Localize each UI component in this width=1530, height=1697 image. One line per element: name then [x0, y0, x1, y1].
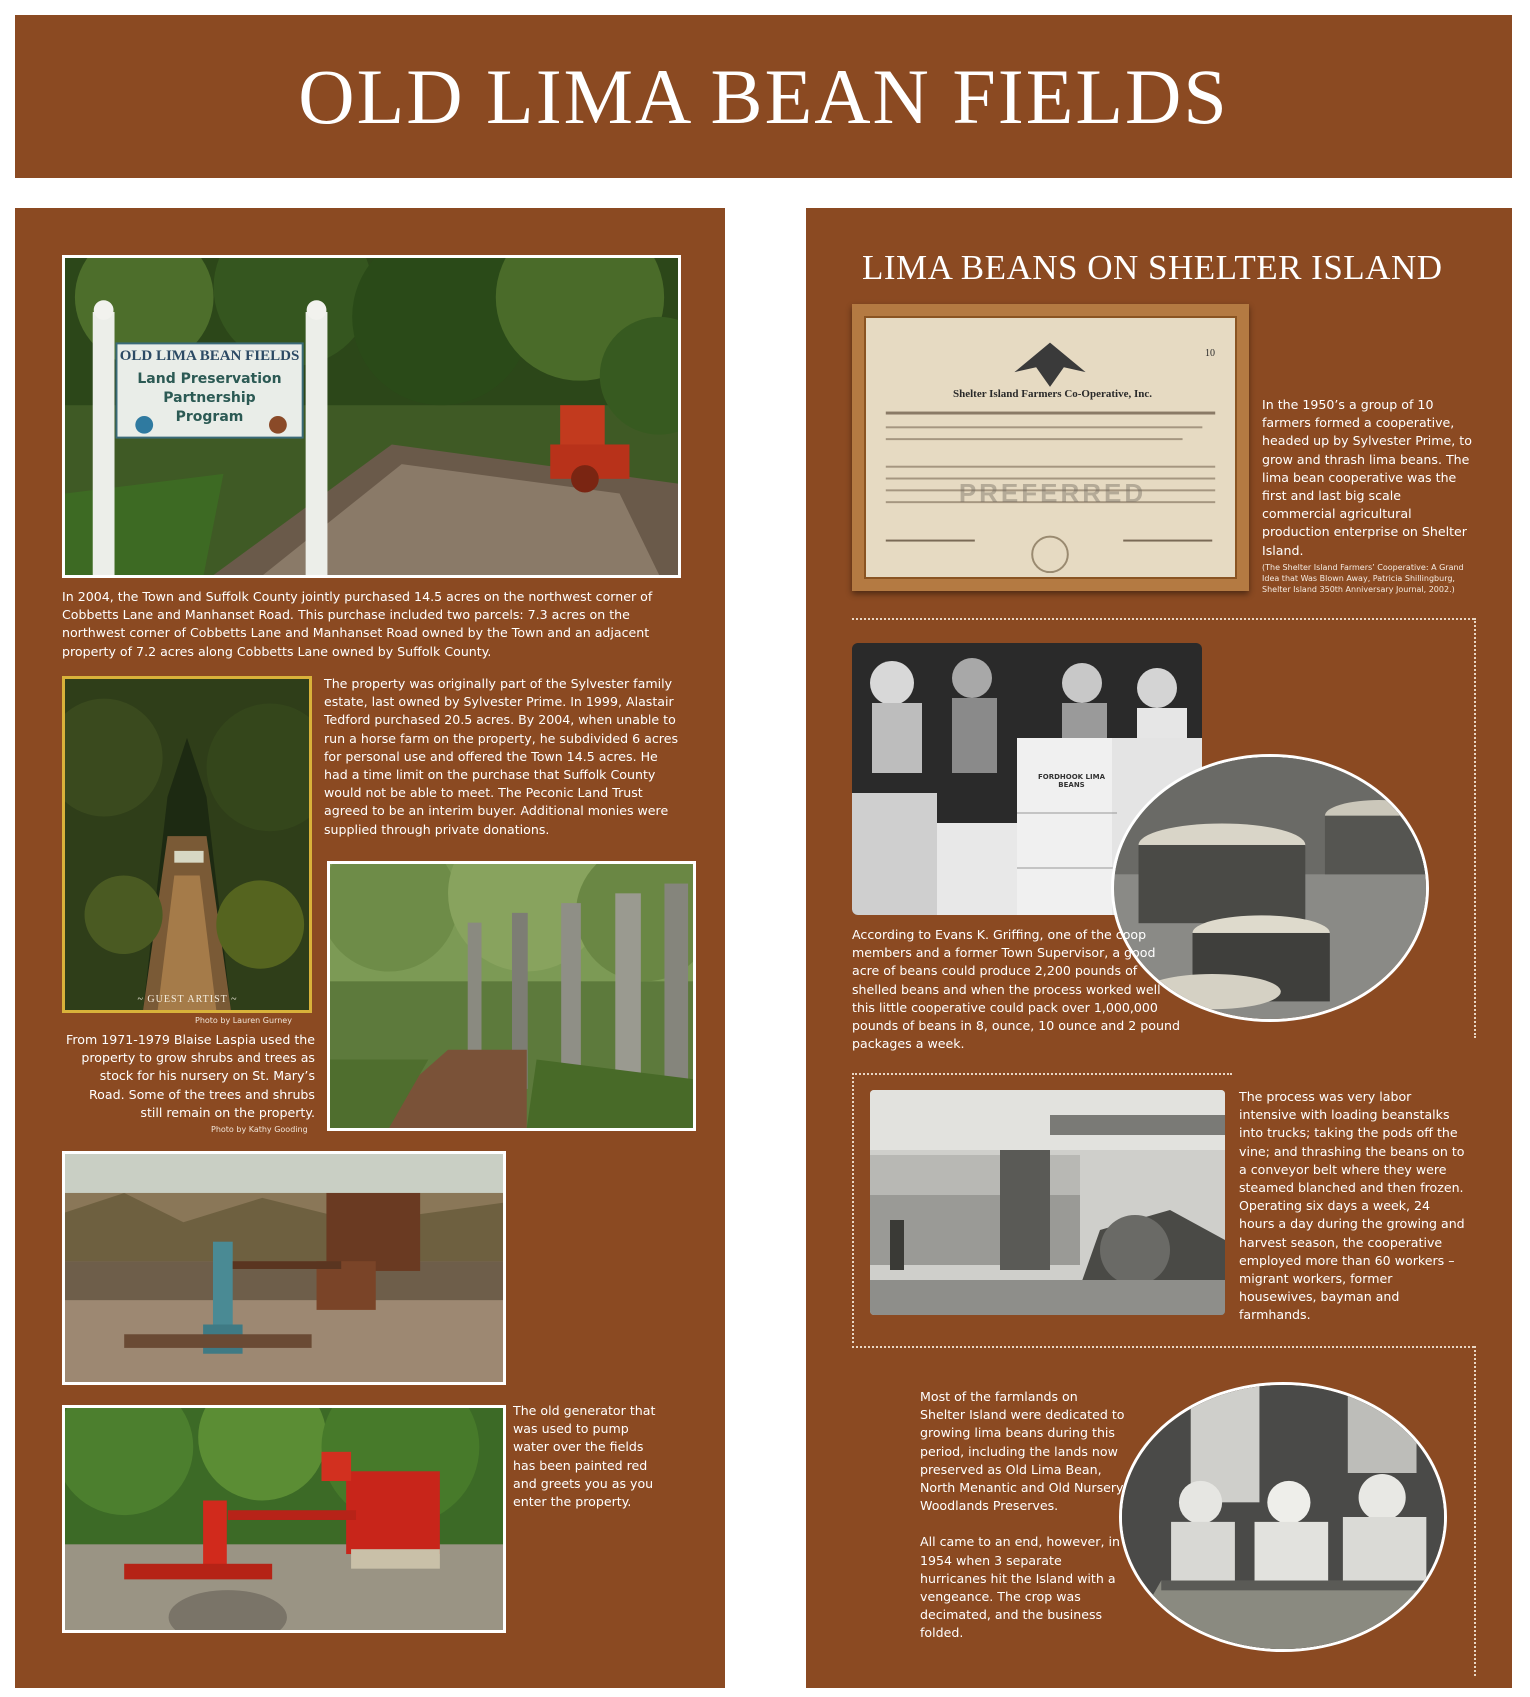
sign-line2: Land Preservation	[137, 371, 282, 387]
tree-lane-photo	[327, 861, 696, 1131]
dotted-divider-3	[852, 1346, 1474, 1348]
red-generator-photo	[62, 1405, 506, 1633]
production-paragraph: According to Evans K. Griffing, one of the coop members and a former Town Supervisor, a good acre of beans could produce 2,200 pounds of shelled beans and when the process worked well this little cooperative could pack over 1,000,000 pounds of beans in 8, ounce, 10 ounce and 2 pound packages a week.	[852, 927, 1180, 1052]
dotted-divider-1-right	[1474, 618, 1476, 1038]
generator-paragraph: The old generator that was used to pump water over the fields has been painted red and greets you as you enter the property.	[513, 1403, 656, 1510]
dotted-divider-3-right	[1474, 1346, 1476, 1676]
farmlands-text: Most of the farmlands on Shelter Island were dedicated to growing lima beans during this period, including the lands now preserved as Old Lima Bean, North Menantic and Old Nursery Woodlands Preserves.	[920, 1389, 1125, 1514]
box-label: FORDHOOK LIMA BEANS	[1037, 773, 1105, 789]
certificate-heading: Shelter Island Farmers Co-Operative, Inc.	[953, 388, 1152, 400]
page-title: OLD LIMA BEAN FIELDS	[298, 52, 1229, 140]
dotted-divider-2	[852, 1073, 854, 1343]
certificate-number: 10	[1205, 348, 1215, 359]
intro-paragraph: In 2004, the Town and Suffolk County jointly purchased 14.5 acres on the northwest corner of Cobbetts Lane and Manhanset Road. This purchase included two parcels: 7.3 acres on the northwest corner of Cobbetts Lane and Manhanset Road owned by the Town and an adjacent property of 7.2 acres along Cobbetts Lane owned by Suffolk County.	[62, 589, 653, 659]
sign-line3: Partnership	[163, 390, 256, 406]
title-banner	[15, 15, 1512, 178]
dotted-divider-2-top	[852, 1073, 1232, 1075]
labor-paragraph: The process was very labor intensive with loading beanstalks into trucks; taking the pods off the vine; and thrashing the beans on to a conveyor belt where they were steamed blanched and then frozen. Operating six days a week, 24 hours a day during the growing and harvest season, the cooperative employed more than 60 workers – migrant workers, former housewives, bayman and farmhands.	[1239, 1089, 1465, 1323]
stock-certificate	[852, 304, 1249, 591]
cooperative-paragraph	[1262, 396, 1477, 595]
right-panel	[806, 208, 1512, 1688]
rusty-generator-photo	[62, 1151, 506, 1385]
section-title: LIMA BEANS ON SHELTER ISLAND	[862, 248, 1443, 287]
dotted-divider-1	[852, 618, 1474, 620]
sorting-workers-photo	[1119, 1382, 1447, 1652]
thrasher-machine-photo	[870, 1090, 1225, 1315]
cooperative-text: In the 1950’s a group of 10 farmers formed a cooperative, headed up by Sylvester Prime, to grow and thrash lima beans. The lima bean cooperative was the first and last big scale commercial agricultural production enterprise on Shelter Island.	[1262, 397, 1472, 558]
guest-artist-label: ~ GUEST ARTIST ~	[137, 994, 238, 1005]
hurricane-text: All came to an end, however, in 1954 when 3 separate hurricanes hit the Island with a vengeance. The crop was decimated, and the business folded.	[920, 1534, 1120, 1641]
guest-artist-photo	[62, 676, 312, 1013]
sign-line1: OLD LIMA BEAN FIELDS	[119, 348, 300, 364]
certificate-stamp: PREFERRED	[958, 478, 1147, 508]
citation: (The Shelter Island Farmers’ Cooperative: A Grand Idea that Was Blown Away, Patricia Shillingburg, Shelter Island 350th Anniversary Journal, 2002.)	[1262, 562, 1464, 594]
farmlands-paragraph	[920, 1388, 1125, 1643]
sign-line4: Program	[175, 409, 244, 425]
history-paragraph: The property was originally part of the Sylvester family estate, last owned by Sylvester Prime. In 1999, Alastair Tedford purchased 20.5 acres. By 2004, when unable to run a horse farm on the property, he subdivided 6 acres for personal use and offered the Town 14.5 acres. He had a time limit on the purchase that Suffolk County would not be able to meet. The Peconic Land Trust agreed to be an interim buyer. Additional monies were supplied through private donations.	[324, 676, 679, 837]
left-panel	[15, 208, 725, 1688]
photo-credit-gurney: Photo by Lauren Gurney	[195, 1016, 292, 1025]
photo-credit-gooding: Photo by Kathy Gooding	[211, 1125, 308, 1134]
nursery-paragraph: From 1971-1979 Blaise Laspia used the property to grow shrubs and trees as stock for his nursery on St. Mary’s Road. Some of the trees and shrubs still remain on the property.	[66, 1032, 315, 1120]
